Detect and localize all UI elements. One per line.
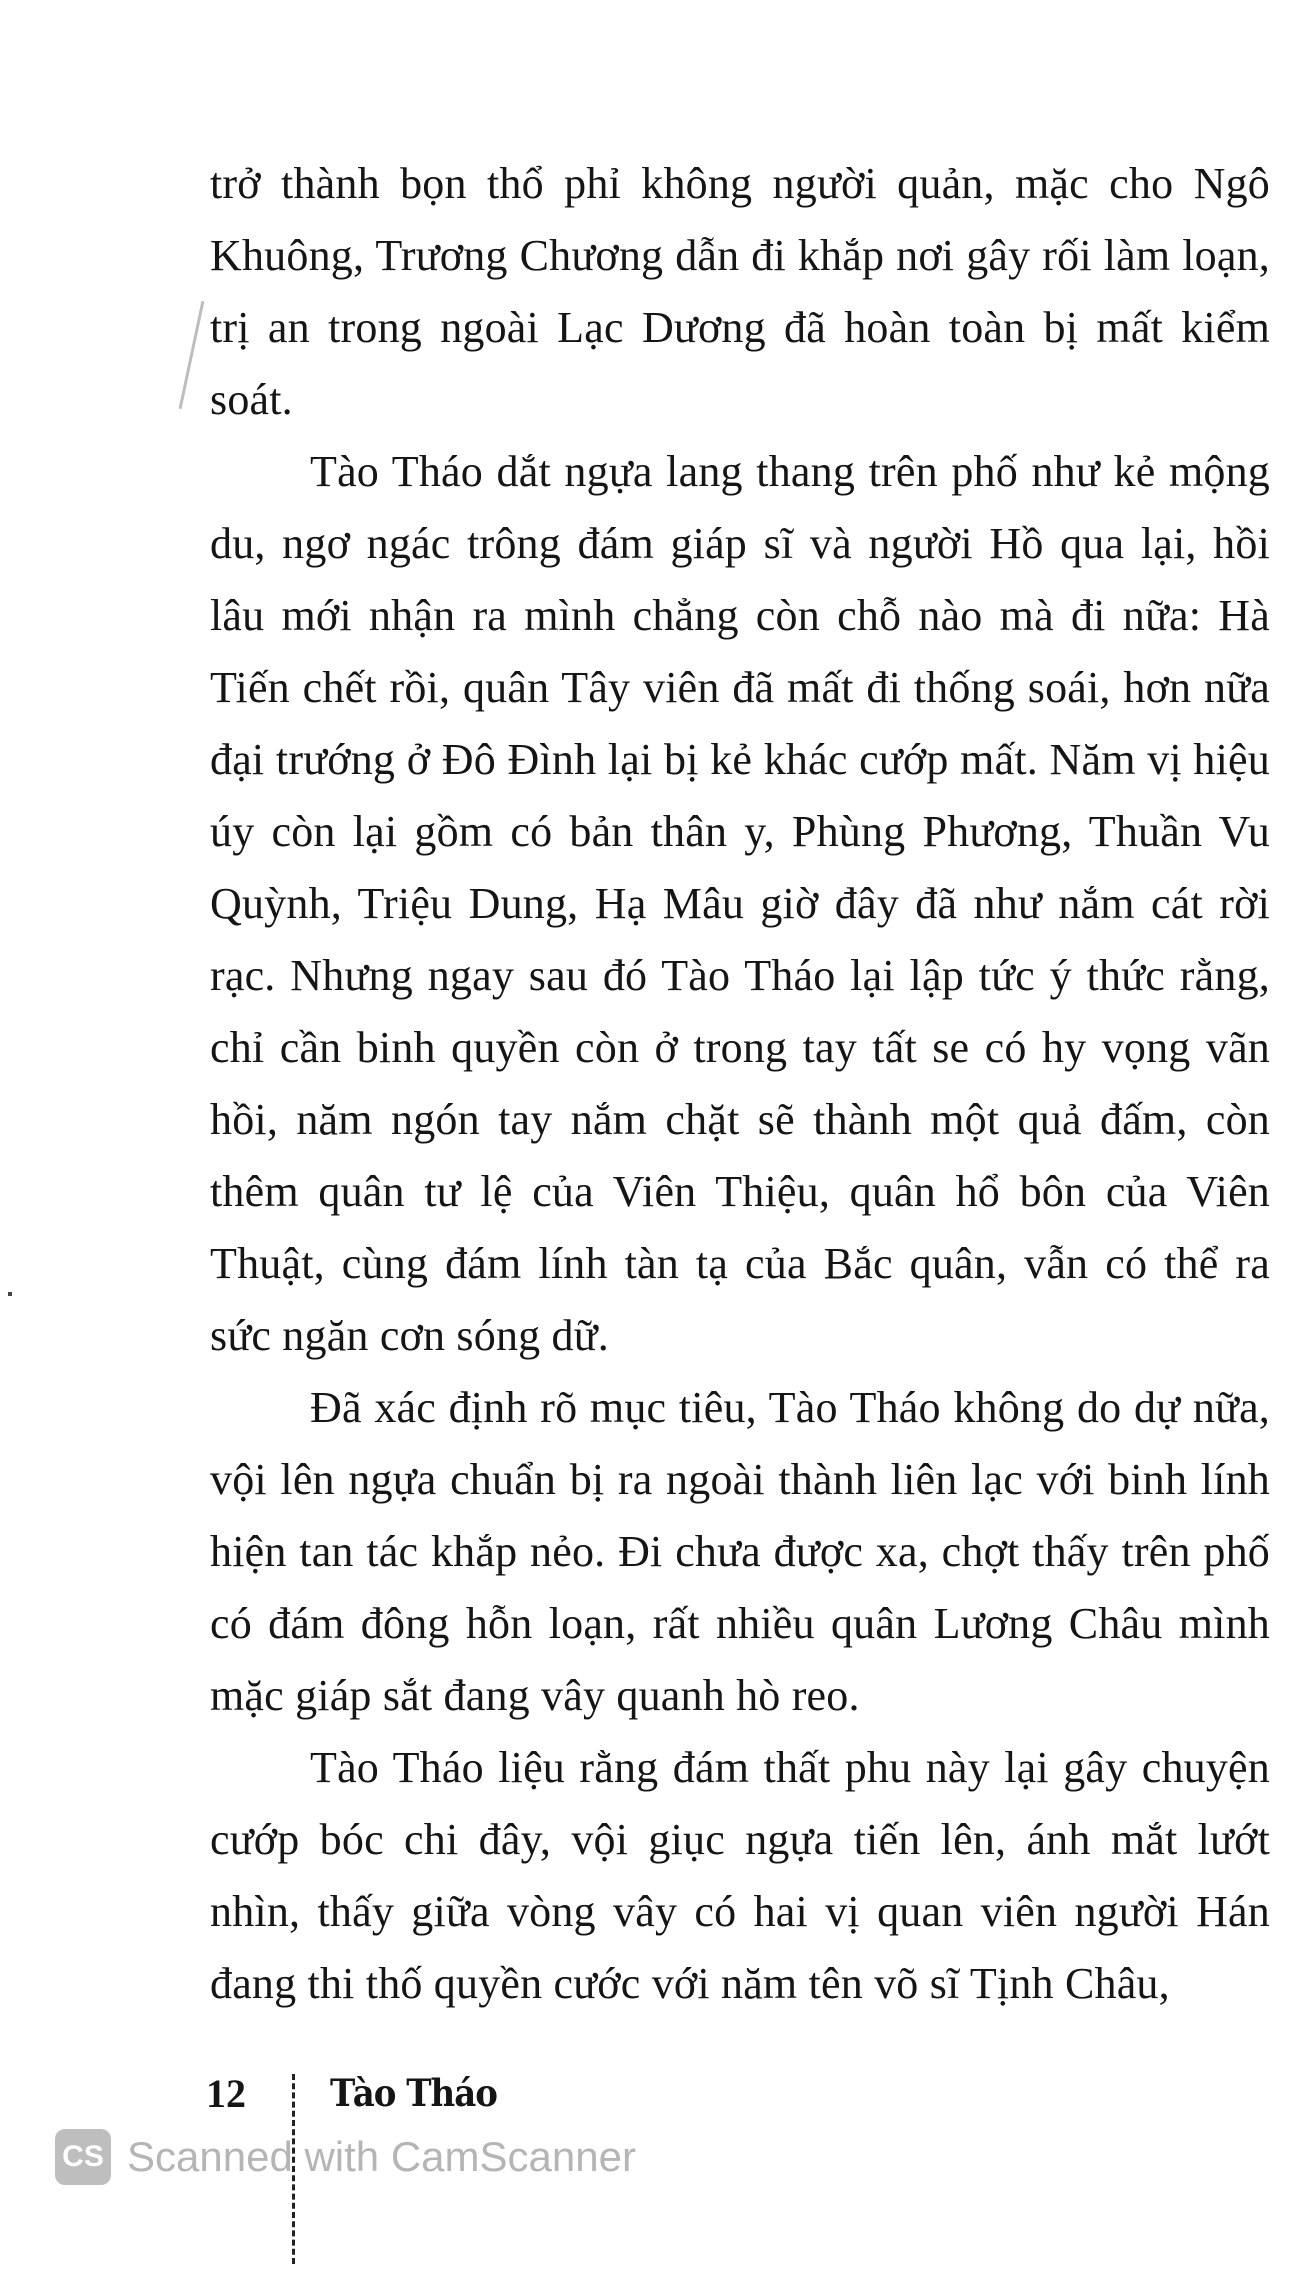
scan-artifact-dot bbox=[8, 1292, 12, 1296]
scan-artifact-line bbox=[179, 301, 205, 409]
body-text bbox=[210, 148, 1270, 2020]
paragraph: Tào Tháo dắt ngựa lang thang trên phố như kẻ mộng du, ngơ ngác trông đám giáp sĩ và người Hồ qua lại, hồi lâu mới nhận ra mình chẳng còn chỗ nào mà đi nữa: Hà Tiến chết rồi, quân Tây viên đã mất đi thống soái, hơn nữa đại trướng ở Đô Đình lại bị kẻ khác cướp mất. Năm vị hiệu úy còn lại gồm có bản thân y, Phùng Phương, Thuần Vu Quỳnh, Triệu Dung, Hạ Mâu giờ đây đã như nắm cát rời rạc. Nhưng ngay sau đó Tào Tháo lại lập tức ý thức rằng, chỉ cần binh quyền còn ở trong tay tất se có hy vọng vãn hồi, năm ngón tay nắm chặt sẽ thành một quả đấm, còn thêm quân tư lệ của Viên Thiệu, quân hổ bôn của Viên Thuật, cùng đám lính tàn tạ của Bắc quân, vẫn có thể ra sức ngăn cơn sóng dữ. bbox=[210, 447, 1270, 1360]
page-footer bbox=[206, 2070, 806, 2130]
page-number: 12 bbox=[206, 2071, 246, 2116]
paragraph: Tào Tháo liệu rằng đám thất phu này lại gây chuyện cướp bóc chi đây, vội giục ngựa tiến lên, ánh mắt lướt nhìn, thấy giữa vòng vây có hai vị quan viên người Hán đang thi thố quyền cước với năm tên võ sĩ Tịnh Châu, bbox=[210, 1743, 1270, 2008]
camscanner-watermark bbox=[55, 2122, 636, 2192]
running-title: Tào Tháo bbox=[330, 2072, 497, 2116]
paragraph-continuation: trở thành bọn thổ phỉ không người quản, mặc cho Ngô Khuông, Trương Chương dẫn đi khắp nơi gây rối làm loạn, trị an trong ngoài Lạc Dương đã hoàn toàn bị mất kiểm soát. bbox=[210, 159, 1270, 424]
watermark-text: Scanned with CamScanner bbox=[127, 2133, 636, 2180]
paragraph: Đã xác định rõ mục tiêu, Tào Tháo không do dự nữa, vội lên ngựa chuẩn bị ra ngoài thành liên lạc với binh lính hiện tan tác khắp nẻo. Đi chưa được xa, chợt thấy trên phố có đám đông hỗn loạn, rất nhiều quân Lương Châu mình mặc giáp sắt đang vây quanh hò reo. bbox=[210, 1383, 1270, 1720]
camscanner-logo-icon: CS bbox=[55, 2129, 111, 2185]
